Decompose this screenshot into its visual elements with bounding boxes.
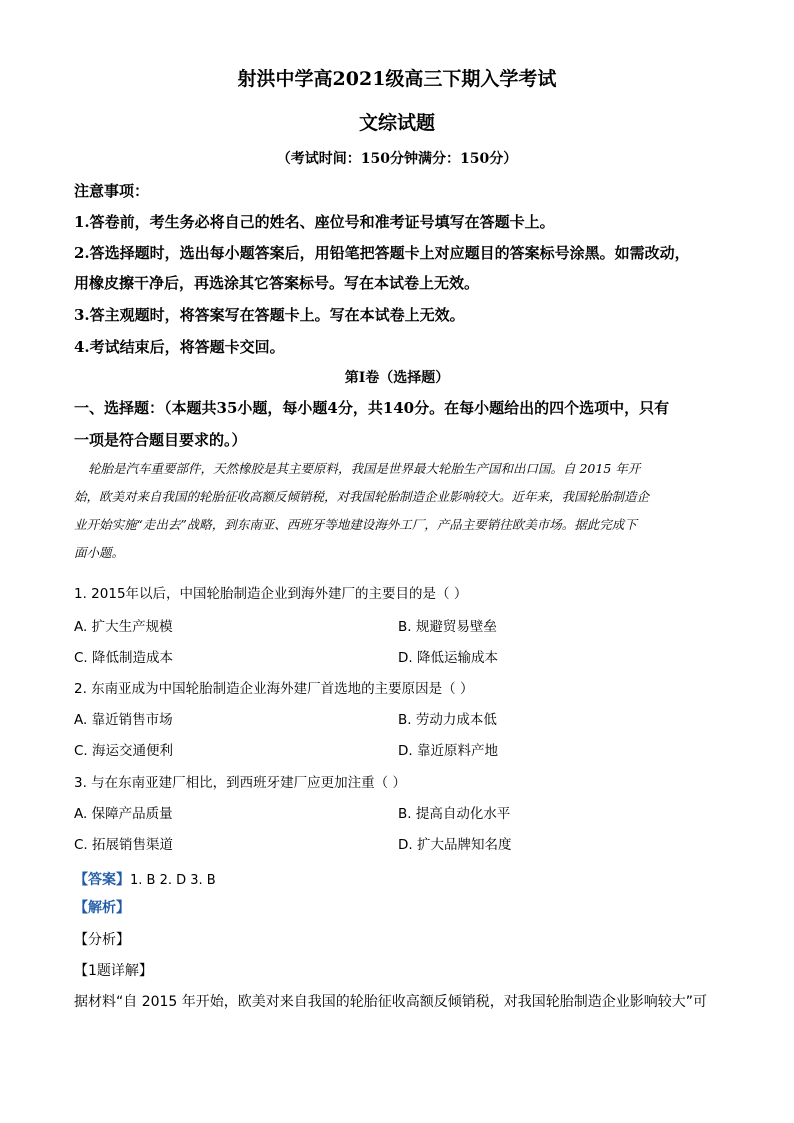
question-1-detail-heading: 【1题详解】 bbox=[74, 963, 153, 979]
question-1-detail-text: 据材料“自 2015 年开始，欧美对来自我国的轮胎征收高额反倾销税，对我国轮胎制造企业影响较大”可 bbox=[74, 994, 708, 1010]
passage-line: 业开始实施“走出去”战略，到东南亚、西班牙等地建设海外工厂，产品主要销往欧美市场。据此完成下 bbox=[74, 517, 637, 532]
exam-subtitle: 文综试题 bbox=[358, 112, 435, 134]
question-1-option-c: C. 降低制造成本 bbox=[74, 650, 174, 666]
question-3-option-b: B. 提高自动化水平 bbox=[398, 806, 511, 822]
question-3-option-a: A. 保障产品质量 bbox=[74, 806, 173, 822]
passage-line: 始，欧美对来自我国的轮胎征收高额反倾销税，对我国轮胎制造企业影响较大。近年来，我国轮胎制造企 bbox=[74, 489, 650, 504]
question-2-stem: 2. 东南亚成为中国轮胎制造企业海外建厂首选地的主要原因是（ ） bbox=[74, 681, 474, 697]
answer-row bbox=[74, 871, 216, 887]
exam-title: 射洪中学高2021级高三下期入学考试 bbox=[237, 68, 557, 90]
question-2-option-b: B. 劳动力成本低 bbox=[398, 712, 497, 728]
question-1-option-b: B. 规避贸易壁垒 bbox=[398, 619, 497, 635]
section-title: 第I卷（选择题） bbox=[344, 370, 450, 386]
exam-time-info: （考试时间：150分钟满分：150分） bbox=[276, 151, 518, 167]
question-3-stem: 3. 与在东南亚建厂相比，到西班牙建厂应更加注重（ ） bbox=[74, 775, 406, 791]
breakdown-label: 【分析】 bbox=[74, 932, 130, 948]
passage-line: 面小题。 bbox=[74, 545, 125, 560]
question-3-option-c: C. 拓展销售渠道 bbox=[74, 837, 174, 853]
answer-values: 1. B 2. D 3. B bbox=[130, 873, 216, 888]
answer-label: 【答案】 bbox=[74, 872, 130, 888]
analysis-label: 【解析】 bbox=[74, 900, 130, 916]
notice-item-1: 1.答卷前，考生务必将自己的姓名、座位号和准考证号填写在答题卡上。 bbox=[74, 213, 555, 231]
section-heading-continued: 一项是符合题目要求的。） bbox=[74, 431, 247, 449]
notice-item-3: 3.答主观题时，将答案写在答题卡上。写在本试卷上无效。 bbox=[74, 306, 465, 324]
question-2-option-c: C. 海运交通便利 bbox=[74, 743, 174, 759]
question-1-option-d: D. 降低运输成本 bbox=[398, 650, 498, 666]
question-2-option-a: A. 靠近销售市场 bbox=[74, 712, 173, 728]
passage-line: 轮胎是汽车重要部件，天然橡胶是其主要原料，我国是世界最大轮胎生产国和出口国。自 2015 年开 bbox=[88, 461, 641, 476]
notice-item-2: 2.答选择题时，选出每小题答案后，用铅笔把答题卡上对应题目的答案标号涂黑。如需改动， bbox=[74, 244, 690, 262]
question-1-stem: 1. 2015年以后，中国轮胎制造企业到海外建厂的主要目的是（ ） bbox=[74, 586, 468, 602]
notice-item-4: 4.考试结束后，将答题卡交回。 bbox=[74, 338, 285, 356]
notice-item-2-continued: 用橡皮擦干净后，再选涂其它答案标号。写在本试卷上无效。 bbox=[74, 274, 480, 292]
question-1-option-a: A. 扩大生产规模 bbox=[74, 619, 173, 635]
question-3-option-d: D. 扩大品牌知名度 bbox=[398, 837, 512, 853]
notice-heading: 注意事项： bbox=[74, 182, 150, 200]
question-2-option-d: D. 靠近原料产地 bbox=[398, 743, 498, 759]
section-heading: 一、选择题：（本题共35小题，每小题4分，共140分。在每小题给出的四个选项中，只有 bbox=[74, 399, 670, 417]
